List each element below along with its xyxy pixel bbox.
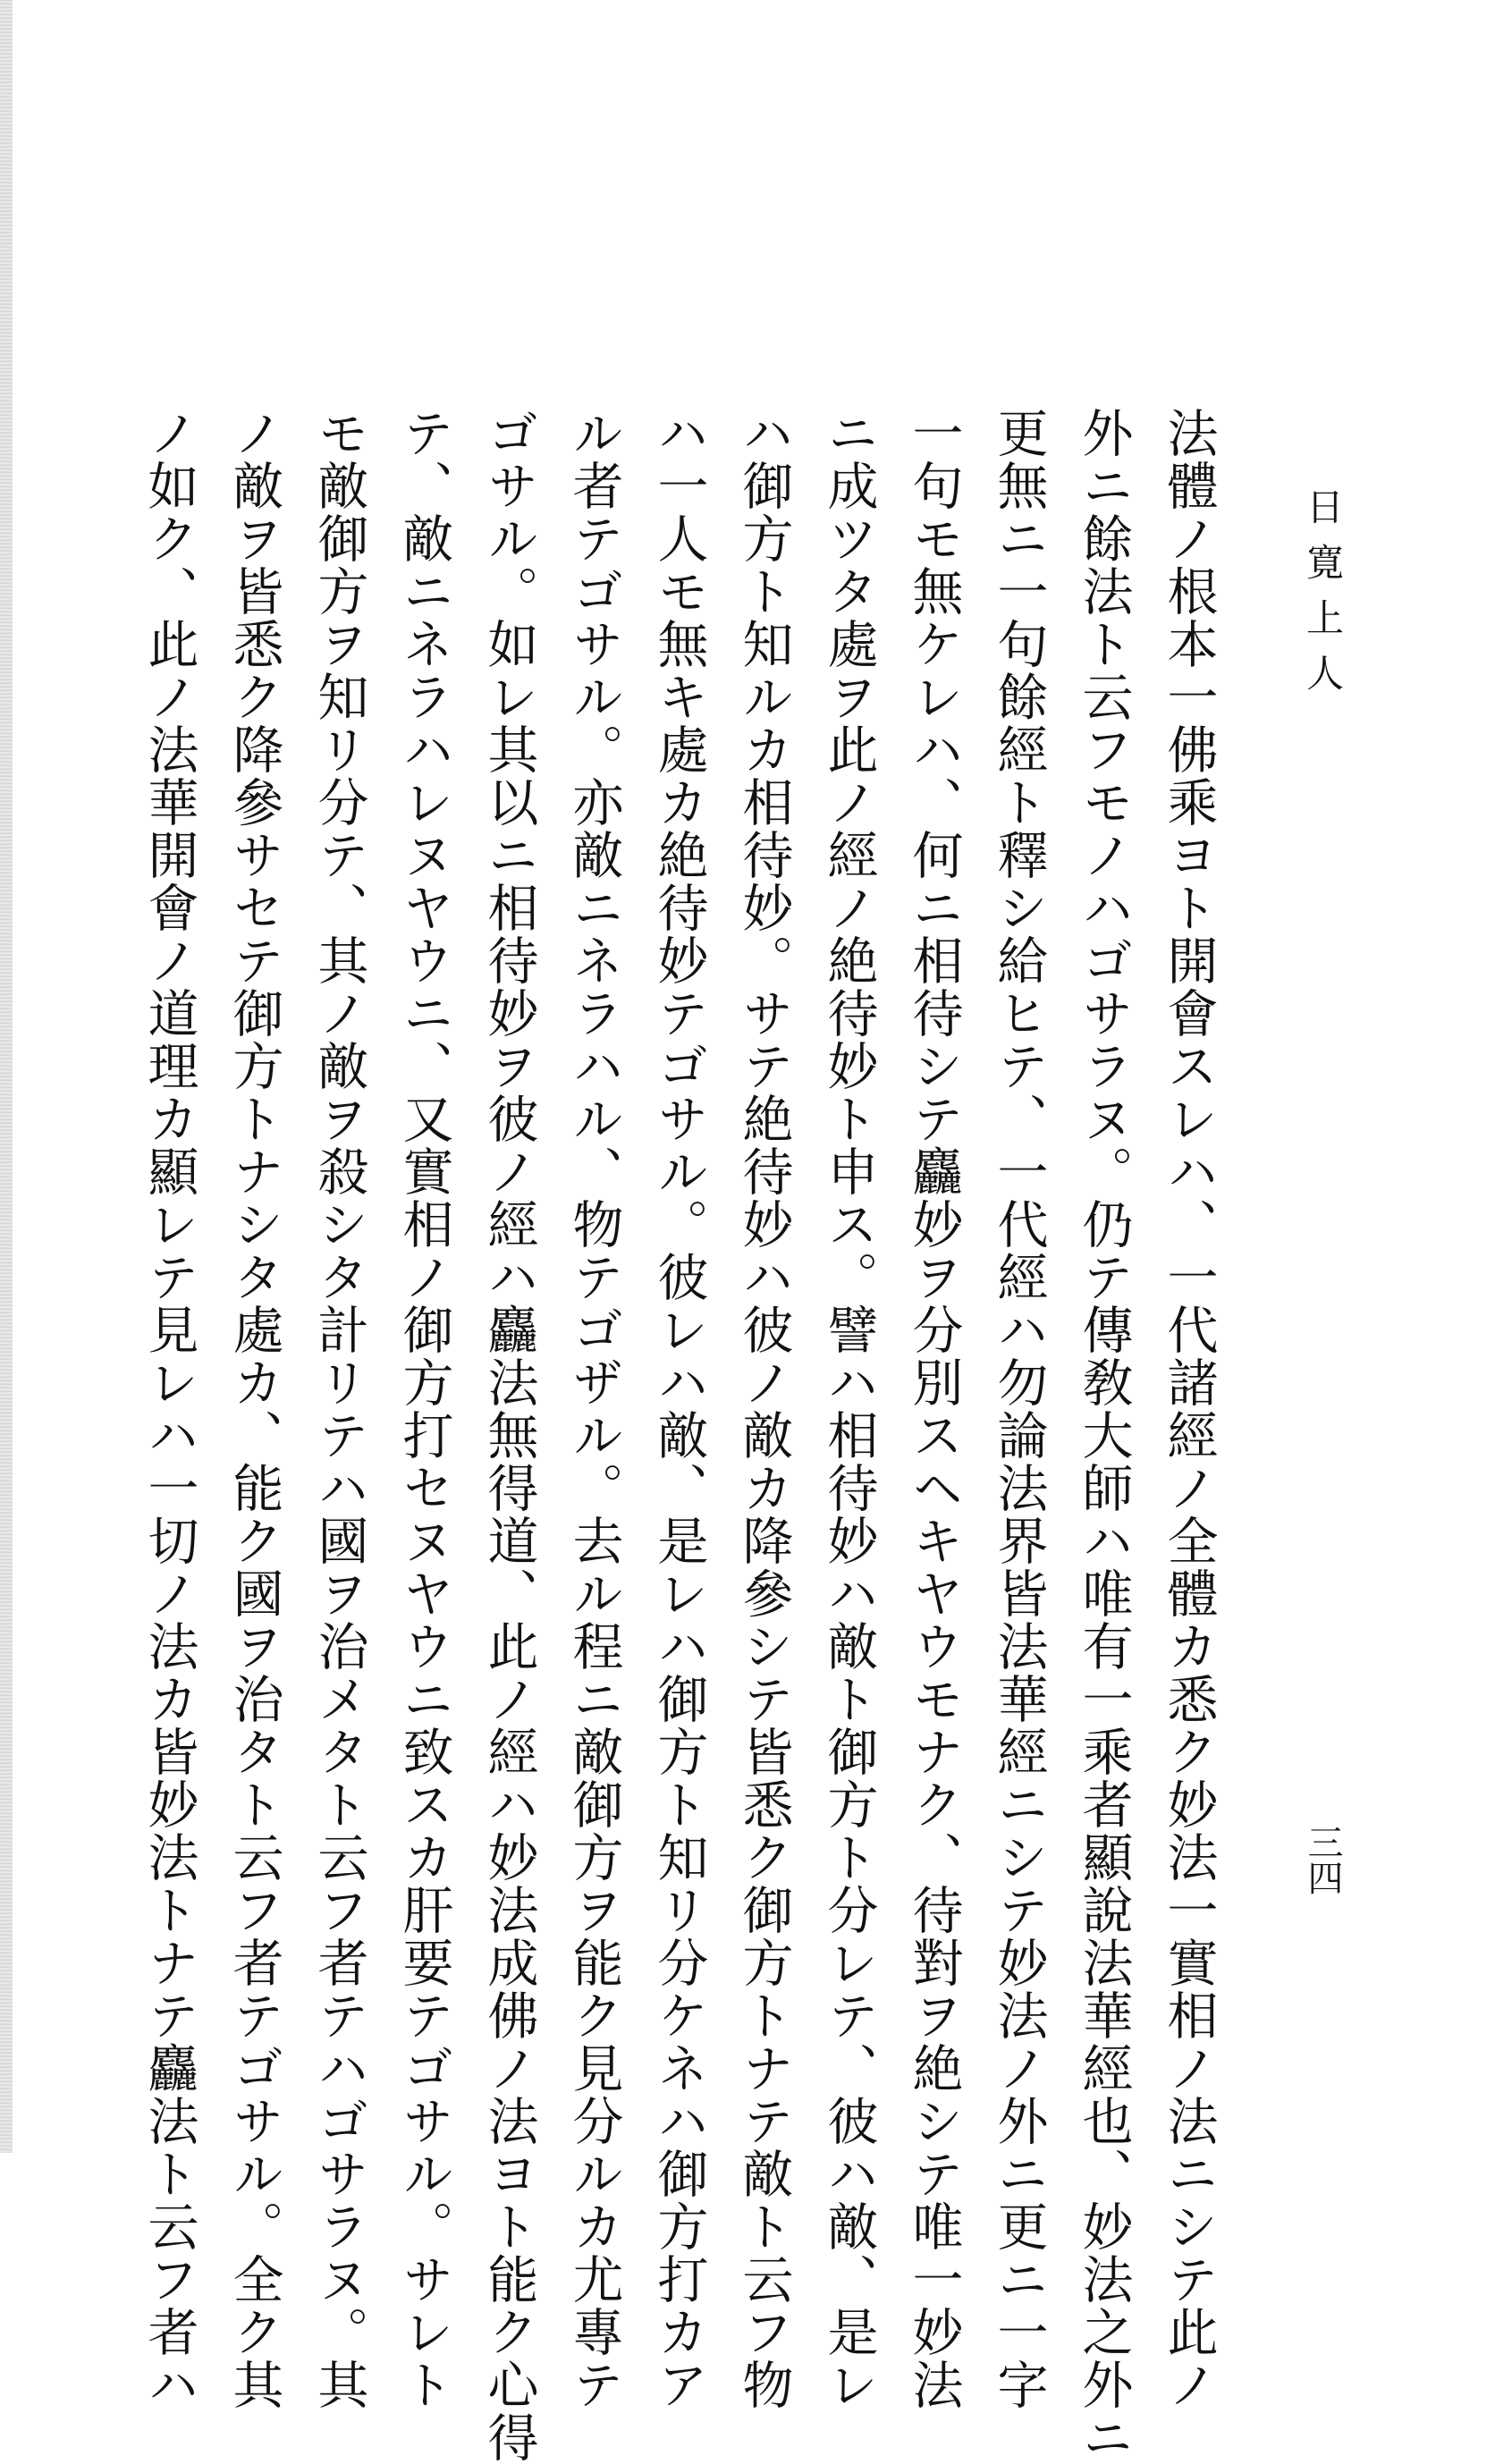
text-line: ノ敵ヲ皆悉ク降參サセテ御方トナシタ處カ、能ク國ヲ治タト云フ者テゴサル。全ク其 (224, 407, 283, 2411)
page-number: 三四 (1302, 1824, 1343, 1895)
text-line: ノ如ク、此ノ法華開會ノ道理カ顯レテ見レハ一切ノ法カ皆妙法トナテ麤法ト云フ者ハ (139, 407, 198, 2411)
text-line: モ敵御方ヲ知リ分テ、其ノ敵ヲ殺シタ計リテハ國ヲ治メタト云フ者テハゴサラヌ。其 (309, 407, 368, 2411)
text-line: 一句モ無ケレハ、何ニ相待シテ麤妙ヲ分別スヘキヤウモナク、待對ヲ絶シテ唯一妙法 (904, 407, 963, 2411)
running-header: 日寛上人 (1301, 487, 1345, 709)
scan-edge (0, 0, 13, 2153)
text-line: ゴサル。如レ其以ニ相待妙ヲ彼ノ經ハ麤法無得道、此ノ經ハ妙法成佛ノ法ヨト能ク心得 (479, 407, 538, 2464)
text-line: ハ一人モ無キ處カ絶待妙テゴサル。彼レハ敵、是レハ御方ト知リ分ケネハ御方打カア (649, 407, 708, 2411)
text-line: ニ成ツタ處ヲ此ノ經ノ絶待妙ト申ス。譬ハ相待妙ハ敵ト御方ト分レテ、彼ハ敵、是レ (819, 407, 878, 2411)
text-line: 更無ニ一句餘經ト釋シ給ヒテ、一代經ハ勿論法界皆法華經ニシテ妙法ノ外ニ更ニ一字 (989, 407, 1048, 2411)
text-line: テ、敵ニネラハレヌヤウニ、又實相ノ御方打セヌヤウニ致スカ肝要テゴサル。サレト (394, 407, 453, 2411)
text-line: 法體ノ根本一佛乘ヨト開會スレハ、一代諸經ノ全體カ悉ク妙法一實相ノ法ニシテ此ノ (1159, 407, 1218, 2411)
vertical-text-body (139, 407, 1230, 2464)
text-line: ル者テゴサル。亦敵ニネラハル、物テゴザル。去ル程ニ敵御方ヲ能ク見分ルカ尤專テ (564, 407, 623, 2411)
text-line: ハ御方ト知ルカ相待妙。サテ絶待妙ハ彼ノ敵カ降參シテ皆悉ク御方トナテ敵ト云フ物 (734, 407, 793, 2411)
text-line: 外ニ餘法ト云フモノハゴサラヌ。仍テ傳敎大師ハ唯有一乘者顯說法華經也、妙法之外ニ (1074, 407, 1133, 2464)
